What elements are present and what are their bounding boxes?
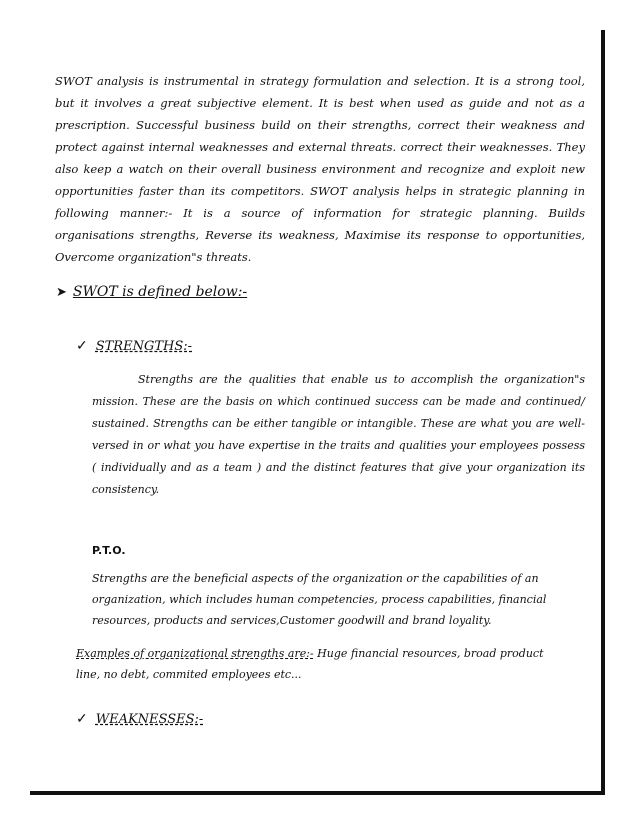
examples-list: Huge financial resources, broad product line, no debt, commited employees etc...: [76, 647, 544, 681]
strengths-paragraph: Strengths are the qualities that enable us to accomplish the organization"s mission. These are the basis on which continued success can be made and continued/ sustained. Strengths can be either tangible or intangible. These are what you are well-versed in or what you have expertise in the traits and qualities your employees possess ( individually and as a team ) and the distinct features that give your organization its consistency.: [92, 373, 585, 496]
intro-paragraph: SWOT analysis is instrumental in strategy formulation and selection. It is a strong tool, but it involves a great subjective element. It is best when used as guide and not as a prescription. Successful business build on their strengths, correct their weakness and protect against internal weaknesses and external threats. correct their weaknesses. They also keep a watch on their overall business environment and recognize and exploit new opportunities faster than its competitors. SWOT analysis helps in strategic planning in following manner:- It is a source of information for strategic planning. Builds organisations strengths, Reverse its weakness, Maximise its response to opportunities, Overcome organization"s threats.: [55, 74, 585, 264]
checkmark-icon: ✓: [76, 711, 88, 727]
swot-defined-label: SWOT is defined below:-: [72, 284, 248, 300]
swot-defined-heading: [56, 284, 247, 300]
weaknesses-label: WEAKNESSES:-: [95, 711, 204, 727]
pto-note: P.T.O.: [92, 544, 126, 557]
strengths-paragraph-2: Strengths are the beneficial aspects of the organization or the capabilities of an organization, which includes human competencies, process capabilities, financial resources, products and services,Customer goodwill and brand loyality.: [92, 572, 547, 627]
strengths-label: STRENGTHS:-: [95, 338, 193, 354]
examples-lead: Examples of organizational strengths are:-: [76, 647, 314, 660]
weaknesses-heading: [76, 711, 203, 727]
strengths-heading: [76, 338, 192, 354]
arrow-bullet-icon: ➤: [56, 284, 67, 300]
strengths-examples: [76, 643, 564, 685]
checkmark-icon: ✓: [76, 338, 88, 354]
